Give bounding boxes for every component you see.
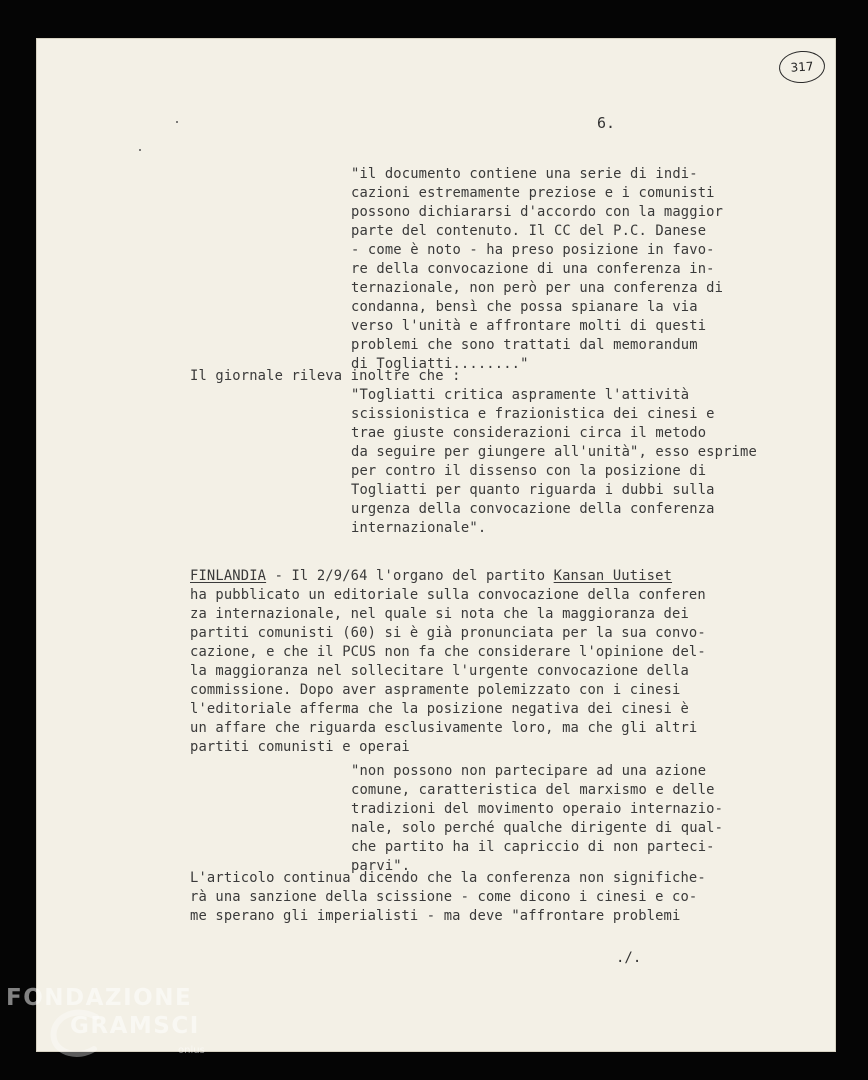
article-continuation-paragraph: L'articolo continua dicendo che la conferenza non significhe- rà una sanzione della scissione - come dicono i cinesi e co- me sperano gli imperialisti - ma deve "affrontare problemi <box>190 870 706 924</box>
continuation-mark: ./. <box>616 950 642 966</box>
quote-togliatti-criticism: "Togliatti critica aspramente l'attività scissionistica e frazionistica dei cinesi e trae giuste considerazioni circa il metodo da seguire per giungere all'unità", esso esprime per contro il dissenso con la posizione di Togliatti per quanto riguarda i dubbi sulla urgenza della convocazione della conferenza internazionale". <box>351 387 757 536</box>
watermark-line1: FONDAZIONE <box>6 985 193 1011</box>
watermark-line2: GRAMSCI <box>70 1013 200 1039</box>
page-number: 6. <box>597 114 616 132</box>
lead-in-text: Il giornale rileva inoltre che : <box>190 368 461 384</box>
paper-speck <box>139 149 141 151</box>
quote-communist-parties: "non possono non partecipare ad una azione comune, caratteristica del marxismo e delle tradizioni del movimento operaio internazio- nale, solo perché qualche dirigente di qual- che partito ha il capriccio di non parteci- parvi". <box>351 763 724 874</box>
archive-page-stamp-number: 317 <box>790 59 814 75</box>
watermark-line3: onlus <box>178 1045 205 1056</box>
section-heading-finlandia: FINLANDIA <box>190 568 267 584</box>
paper-speck <box>176 121 178 123</box>
section-intro: - Il 2/9/64 l'organo del partito <box>266 568 554 584</box>
finland-paragraph-body: ha pubblicato un editoriale sulla convocazione della conferen za internazionale, nel quale si nota che la maggioranza dei partiti comunisti (60) si è già pronunciata per la sua convo- cazione, e che il PCUS non fa che considerare l'opinione del- la maggioranza nel sollecitare l'urgente convocazione della commissione. Dopo aver aspramente polemizzato con i cinesi l'editoriale afferma che la posizione negativa dei cinesi è un affare che riguarda esclusivamente loro, ma che gli altri partiti comunisti e operai <box>190 587 706 755</box>
newspaper-title: Kansan Uutiset <box>553 568 673 584</box>
fondazione-gramsci-watermark <box>6 985 226 1065</box>
finland-paragraph <box>190 567 706 757</box>
quote-danish-party: "il documento contiene una serie di indi- cazioni estremamente preziose e i comunisti possono dichiararsi d'accordo con la maggior parte del contenuto. Il CC del P.C. Danese - come è noto - ha preso posizione in favo- re della convocazione di una conferenza in- ternazionale, non però per una conferenza di condanna, bensì che possa spianare la via verso l'unità e affrontare molti di questi problemi che sono trattati dal memorandum di Togliatti........" <box>351 166 724 372</box>
